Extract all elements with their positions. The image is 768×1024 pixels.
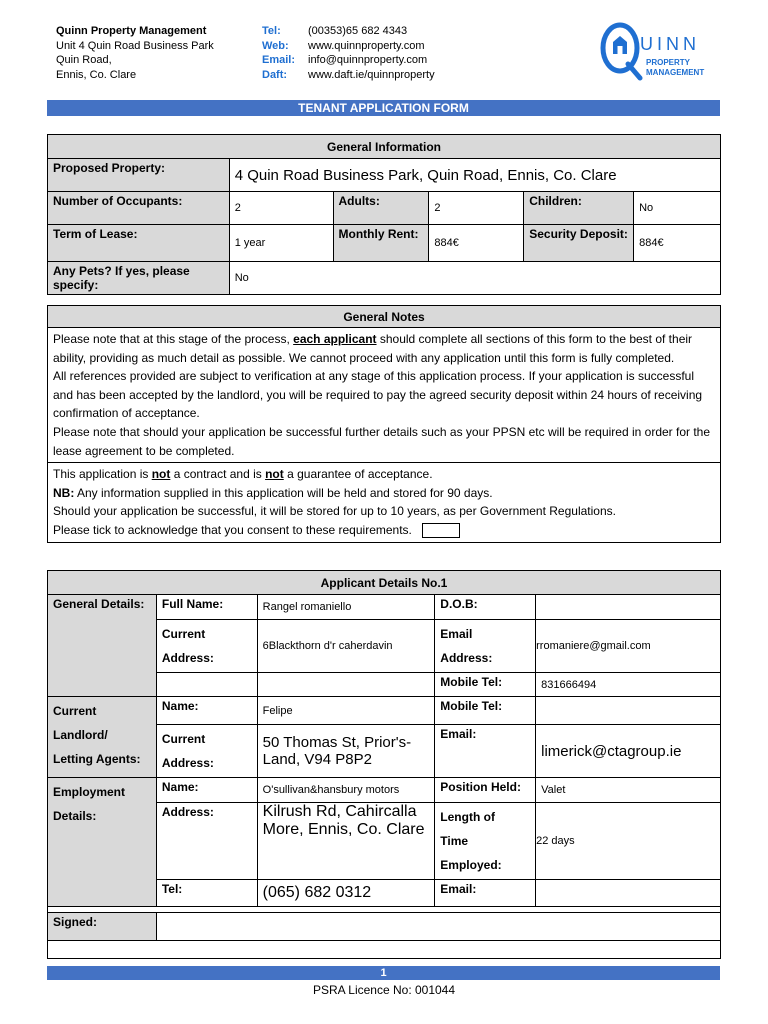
employer-email-value[interactable] bbox=[536, 880, 721, 907]
label-line: Address: bbox=[161, 651, 214, 665]
pets-value[interactable]: No bbox=[229, 262, 720, 295]
occupants-value[interactable]: 2 bbox=[229, 192, 333, 225]
full-name-label: Full Name: bbox=[156, 595, 257, 620]
email-value[interactable]: rromaniere@gmail.com bbox=[536, 620, 721, 673]
label-line: Employed: bbox=[440, 858, 502, 872]
web-value[interactable]: www.quinnproperty.com bbox=[308, 39, 425, 52]
deposit-label: Security Deposit: bbox=[524, 225, 634, 262]
note-text: Any information supplied in this application will be held and stored for 90 days. bbox=[74, 485, 493, 500]
consent-checkbox[interactable] bbox=[422, 523, 460, 538]
landlord-email-label: Email: bbox=[435, 725, 536, 778]
quinn-logo bbox=[600, 20, 710, 84]
employer-address-label: Address: bbox=[156, 803, 257, 880]
note-emphasis: not bbox=[151, 467, 171, 482]
pets-label: Any Pets? If yes, please specify: bbox=[48, 262, 230, 295]
employer-tel-value[interactable]: (065) 682 0312 bbox=[257, 880, 435, 907]
email-value[interactable]: info@quinnproperty.com bbox=[308, 54, 428, 66]
logo-line2: MANAGEMENT bbox=[646, 68, 705, 77]
label-line: Current bbox=[161, 627, 206, 641]
label-line: Landlord/ bbox=[53, 728, 108, 742]
label-line: Details: bbox=[53, 809, 97, 823]
address-line: Ennis, Co. Clare bbox=[56, 68, 137, 81]
label-line: Address: bbox=[161, 756, 214, 770]
children-value[interactable]: No bbox=[634, 192, 721, 225]
label-line: Letting Agents: bbox=[53, 752, 141, 766]
notes-block-1 bbox=[48, 328, 721, 463]
employer-email-label: Email: bbox=[435, 880, 536, 907]
empty-cell bbox=[156, 673, 257, 697]
address-line: Unit 4 Quin Road Business Park bbox=[56, 39, 214, 52]
position-value[interactable]: Valet bbox=[536, 778, 721, 803]
employer-name-value[interactable]: O'sullivan&hansbury motors bbox=[257, 778, 435, 803]
landlord-label bbox=[48, 697, 157, 778]
label-line: Email bbox=[440, 627, 473, 641]
landlord-mobile-label: Mobile Tel: bbox=[435, 697, 536, 725]
applicant-table bbox=[47, 570, 721, 959]
empty-row bbox=[48, 941, 721, 959]
proposed-property-label: Proposed Property: bbox=[48, 159, 230, 192]
psra-licence: PSRA Licence No: 001044 bbox=[312, 983, 456, 997]
employment-label bbox=[48, 778, 157, 907]
note-text: Please note that at this stage of the process, bbox=[53, 332, 294, 346]
signed-label: Signed: bbox=[48, 913, 157, 941]
general-info-table bbox=[47, 134, 721, 295]
note-text: a guarantee of acceptance. bbox=[283, 467, 433, 482]
label-line: Current bbox=[161, 732, 206, 746]
length-employed-value[interactable]: 22 days bbox=[536, 803, 721, 880]
landlord-name-value[interactable]: Felipe bbox=[257, 697, 435, 725]
deposit-value[interactable]: 884€ bbox=[634, 225, 721, 262]
label-line: Time bbox=[440, 834, 469, 848]
adults-label: Adults: bbox=[333, 192, 429, 225]
dob-value[interactable] bbox=[536, 595, 721, 620]
daft-value[interactable]: www.daft.ie/quinnproperty bbox=[308, 68, 435, 81]
notes-block-2 bbox=[48, 463, 721, 542]
note-text: should complete all sections of this form to the best of their ability, providing as much detail as possible. We cannot proceed with any application until this form is fully completed. bbox=[53, 332, 693, 365]
general-details-label: General Details: bbox=[48, 595, 157, 697]
note-nb: NB: bbox=[53, 485, 75, 500]
full-name-value[interactable]: Rangel romaniello bbox=[257, 595, 435, 620]
landlord-name-label: Name: bbox=[156, 697, 257, 725]
length-employed-label bbox=[435, 803, 536, 880]
children-label: Children: bbox=[524, 192, 634, 225]
general-notes-heading: General Notes bbox=[48, 306, 721, 328]
label-line: Current bbox=[53, 704, 97, 718]
contact-block bbox=[262, 24, 435, 82]
label-line: Address: bbox=[440, 651, 493, 665]
applicant-heading: Applicant Details No.1 bbox=[48, 571, 721, 595]
landlord-mobile-value[interactable] bbox=[536, 697, 721, 725]
current-address-value[interactable]: 6Blackthorn d'r caherdavin bbox=[257, 620, 435, 673]
email-address-label bbox=[435, 620, 536, 673]
note-paragraph: Please note that should your application be successful further details such as your PPSN etc will be required in order for the lease agreement to be completed. bbox=[53, 424, 711, 458]
current-address-label bbox=[156, 620, 257, 673]
tel-label: Tel: bbox=[262, 25, 281, 37]
employer-tel-label: Tel: bbox=[156, 880, 257, 907]
landlord-address-value[interactable]: 50 Thomas St, Prior's-Land, V94 P8P2 bbox=[257, 725, 435, 778]
logo-line1: PROPERTY bbox=[646, 58, 691, 67]
email-label: Email: bbox=[262, 54, 296, 66]
mobile-label: Mobile Tel: bbox=[435, 673, 536, 697]
note-emphasis: not bbox=[265, 467, 284, 482]
company-name: Quinn Property Management bbox=[56, 25, 207, 37]
consent-text: Please tick to acknowledge that you consent to these requirements. bbox=[53, 522, 412, 537]
rent-value[interactable]: 884€ bbox=[429, 225, 524, 262]
landlord-email-value[interactable]: limerick@ctagroup.ie bbox=[536, 725, 721, 778]
note-paragraph: Should your application be successful, it will be stored for up to 10 years, as per Government Regulations. bbox=[53, 504, 616, 519]
label-line: Employment bbox=[53, 785, 126, 799]
mobile-value[interactable]: 831666494 bbox=[536, 673, 721, 697]
tel-value: (00353)65 682 4343 bbox=[308, 25, 408, 37]
rent-label: Monthly Rent: bbox=[333, 225, 429, 262]
note-paragraph: All references provided are subject to verification at any stage of this application process. If your application is successful and has been accepted by the landlord, you will be required to pay the agreed security deposit within 24 hours of receiving confirmation of acceptance. bbox=[53, 369, 703, 421]
term-value[interactable]: 1 year bbox=[229, 225, 333, 262]
landlord-address-label bbox=[156, 725, 257, 778]
empty-cell bbox=[257, 673, 435, 697]
note-emphasis: each applicant bbox=[293, 332, 377, 346]
note-text: This application is bbox=[53, 467, 152, 482]
dob-label: D.O.B: bbox=[435, 595, 536, 620]
adults-value[interactable]: 2 bbox=[429, 192, 524, 225]
employer-address-value[interactable]: Kilrush Rd, Cahircalla More, Ennis, Co. Clare bbox=[257, 803, 435, 880]
page-number: 1 bbox=[47, 966, 720, 980]
general-info-heading: General Information bbox=[48, 135, 721, 159]
web-label: Web: bbox=[262, 39, 289, 52]
logo-letters: UINN bbox=[640, 34, 700, 54]
form-title: TENANT APPLICATION FORM bbox=[47, 100, 720, 116]
term-label: Term of Lease: bbox=[48, 225, 230, 262]
proposed-property-value[interactable]: 4 Quin Road Business Park, Quin Road, Ennis, Co. Clare bbox=[229, 159, 720, 192]
occupants-label: Number of Occupants: bbox=[48, 192, 230, 225]
general-notes-table bbox=[47, 305, 721, 543]
label-line: Length of bbox=[440, 810, 495, 824]
company-address-block bbox=[56, 24, 214, 82]
signature-field[interactable] bbox=[156, 913, 720, 941]
daft-label: Daft: bbox=[262, 68, 288, 81]
employer-name-label: Name: bbox=[156, 778, 257, 803]
note-text: a contract and is bbox=[170, 467, 266, 482]
position-label: Position Held: bbox=[435, 778, 536, 803]
address-line: Quin Road, bbox=[56, 54, 112, 66]
